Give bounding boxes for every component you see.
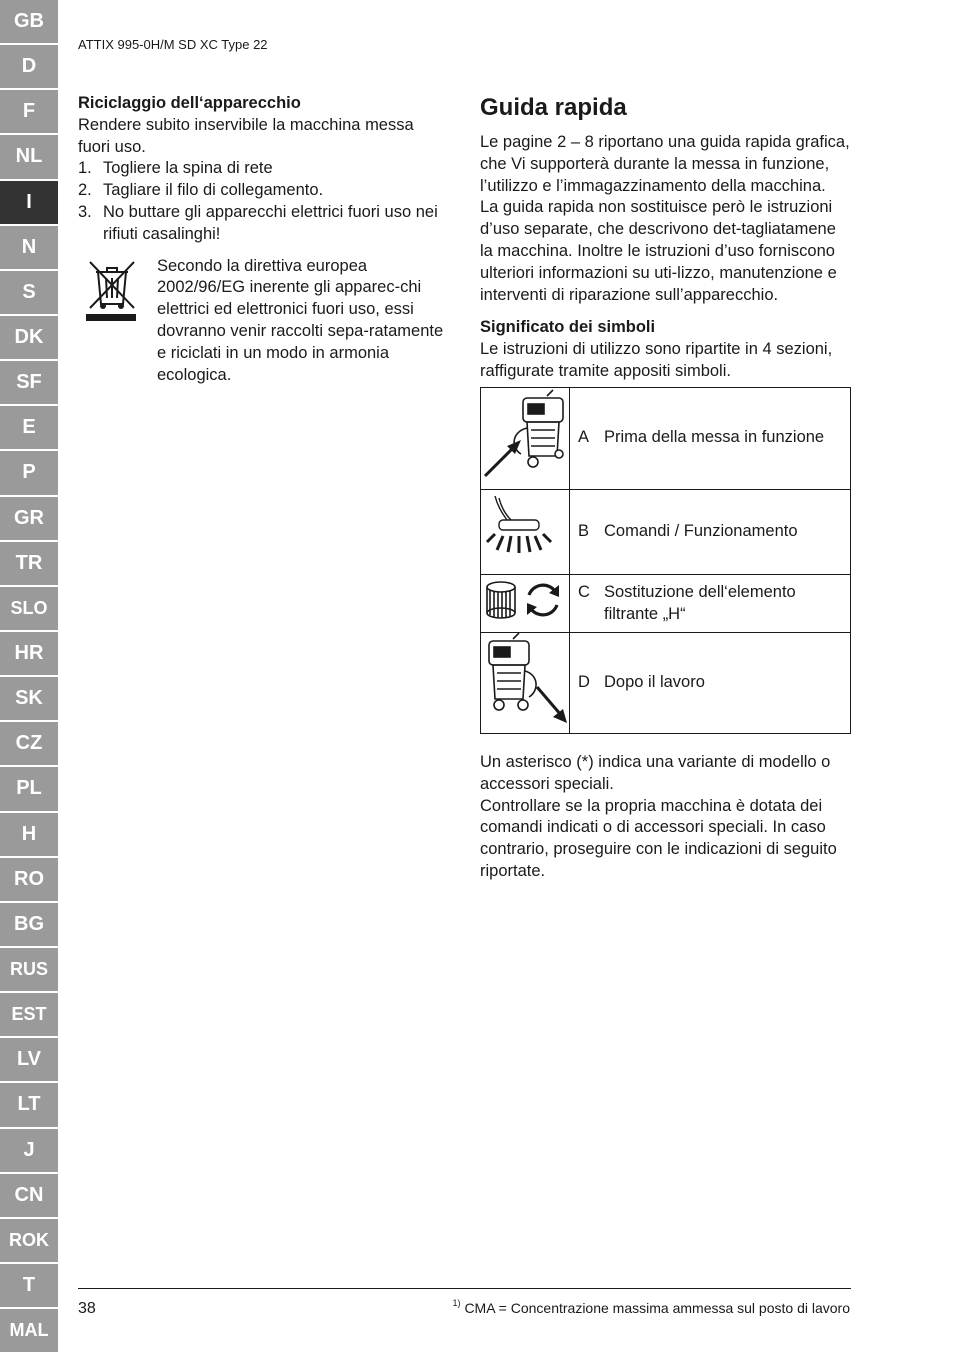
language-tab-j[interactable]: J bbox=[0, 1129, 58, 1174]
section-letter: D bbox=[578, 673, 590, 692]
recycling-intro: Rendere subito inservibile la macchina messa fuori uso. bbox=[78, 115, 414, 156]
section-title: Guida rapida bbox=[480, 94, 627, 121]
weee-text: Secondo la direttiva europea 2002/96/EG inerente gli apparec-chi elettrici ed elettronici fuori uso, essi dovranno venir raccolti sepa-ratamente e riciclati in un modo in armonia ecologica. bbox=[157, 256, 444, 384]
step-number: 2. bbox=[78, 181, 92, 200]
list-item bbox=[78, 202, 450, 246]
check-controls-note: Controllare se la propria macchina è dotata dei comandi indicati o di accessori speciali. In caso contrario, proseguire con le indicazioni di seguito riportate. bbox=[480, 796, 837, 880]
quick-guide-paragraph-2: La guida rapida non sostituisce però le istruzioni d’uso separate, che descrivono det-tagliatamene la macchina. Inoltre le istruzioni d’uso forniscono ulteriori informazioni su uti-lizzo, manutenzione e interventi di riparazione sull’apparecchio. bbox=[480, 198, 837, 304]
footnote bbox=[453, 1300, 850, 1316]
symbols-table bbox=[480, 387, 851, 734]
table-row bbox=[481, 387, 851, 489]
vacuum-arrow-down-icon bbox=[481, 633, 570, 734]
language-tab-n[interactable]: N bbox=[0, 226, 58, 271]
floor-nozzle-icon bbox=[481, 489, 570, 575]
section-label: Comandi / Funzionamento bbox=[604, 522, 798, 541]
quick-guide-section bbox=[480, 93, 852, 883]
step-number: 3. bbox=[78, 202, 92, 221]
document-title: ATTIX 995-0H/M SD XC Type 22 bbox=[78, 37, 268, 52]
step-text: Tagliare il filo di collegamento. bbox=[103, 181, 324, 200]
language-tab-hr[interactable]: HR bbox=[0, 632, 58, 677]
language-tab-f[interactable]: F bbox=[0, 90, 58, 135]
language-tab-lt[interactable]: LT bbox=[0, 1083, 58, 1128]
list-item bbox=[78, 158, 450, 180]
recycling-section bbox=[78, 93, 450, 386]
language-tab-rus[interactable]: RUS bbox=[0, 948, 58, 993]
language-tab-nl[interactable]: NL bbox=[0, 135, 58, 180]
symbols-intro: Le istruzioni di utilizzo sono ripartite in 4 sezioni, raffigurate tramite appositi simboli. bbox=[480, 340, 833, 380]
language-tab-bg[interactable]: BG bbox=[0, 903, 58, 948]
language-tab-slo[interactable]: SLO bbox=[0, 587, 58, 632]
table-row bbox=[481, 633, 851, 734]
step-number: 1. bbox=[78, 159, 92, 178]
language-tab-cn[interactable]: CN bbox=[0, 1174, 58, 1219]
language-sidebar bbox=[0, 0, 58, 1354]
footer-divider bbox=[78, 1288, 851, 1289]
step-text: Togliere la spina di rete bbox=[103, 159, 273, 178]
section-letter: B bbox=[578, 522, 590, 541]
filter-replace-icon bbox=[481, 575, 570, 633]
language-tab-s[interactable]: S bbox=[0, 271, 58, 316]
language-tab-dk[interactable]: DK bbox=[0, 316, 58, 361]
list-item bbox=[78, 180, 450, 202]
section-label: Sostituzione dell‘elemento filtrante „H“ bbox=[604, 582, 796, 623]
recycling-steps bbox=[78, 158, 450, 245]
language-tab-p[interactable]: P bbox=[0, 451, 58, 496]
section-letter: C bbox=[578, 582, 590, 601]
asterisk-note: Un asterisco (*) indica una variante di modello o accessori speciali. bbox=[480, 752, 831, 793]
language-tab-ro[interactable]: RO bbox=[0, 858, 58, 903]
footnote-mark: 1) bbox=[452, 1298, 461, 1308]
language-tab-mal[interactable]: MAL bbox=[0, 1309, 58, 1354]
language-tab-gr[interactable]: GR bbox=[0, 497, 58, 542]
table-row bbox=[481, 575, 851, 633]
language-tab-gb[interactable]: GB bbox=[0, 0, 58, 45]
recycling-heading: Riciclaggio dell‘apparecchio bbox=[78, 94, 301, 112]
page-number: 38 bbox=[78, 1300, 96, 1317]
language-tab-i[interactable]: I bbox=[0, 181, 58, 226]
language-tab-sf[interactable]: SF bbox=[0, 361, 58, 406]
language-tab-rok[interactable]: ROK bbox=[0, 1219, 58, 1264]
language-tab-d[interactable]: D bbox=[0, 45, 58, 90]
language-tab-e[interactable]: E bbox=[0, 406, 58, 451]
language-tab-est[interactable]: EST bbox=[0, 993, 58, 1038]
vacuum-arrow-up-icon bbox=[481, 387, 570, 489]
language-tab-lv[interactable]: LV bbox=[0, 1038, 58, 1083]
weee-notice bbox=[78, 256, 450, 387]
step-text: No buttare gli apparecchi elettrici fuori uso nei rifiuti casalinghi! bbox=[103, 202, 438, 243]
table-row bbox=[481, 489, 851, 575]
language-tab-sk[interactable]: SK bbox=[0, 677, 58, 722]
crossed-bin-icon bbox=[86, 258, 152, 387]
language-tab-pl[interactable]: PL bbox=[0, 767, 58, 812]
language-tab-h[interactable]: H bbox=[0, 813, 58, 858]
section-label: Dopo il lavoro bbox=[604, 673, 705, 692]
footnote-text: CMA = Concentrazione massima ammessa sul posto di lavoro bbox=[464, 1300, 850, 1316]
language-tab-tr[interactable]: TR bbox=[0, 542, 58, 587]
language-tab-cz[interactable]: CZ bbox=[0, 722, 58, 767]
section-letter: A bbox=[578, 428, 590, 447]
symbols-heading: Significato dei simboli bbox=[480, 318, 656, 337]
quick-guide-paragraph-1: Le pagine 2 – 8 riportano una guida rapida grafica, che Vi supporterà durante la messa in funzione, l’utilizzo e l’immagazzinamento della macchina. bbox=[480, 133, 850, 195]
section-label: Prima della messa in funzione bbox=[604, 428, 825, 447]
language-tab-t[interactable]: T bbox=[0, 1264, 58, 1309]
